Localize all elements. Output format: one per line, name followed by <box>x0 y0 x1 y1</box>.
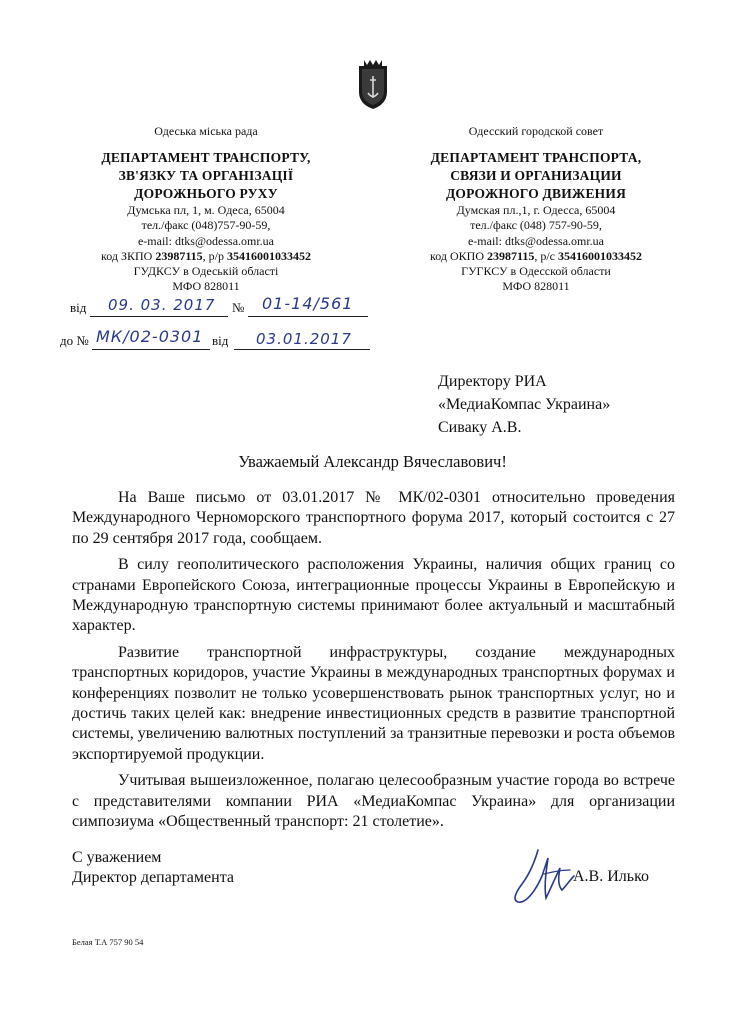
registration-number: 01-14/561 <box>262 294 354 313</box>
closing-line: Директор департамента <box>72 869 234 886</box>
mfo: МФО 828011 <box>172 279 240 294</box>
handwritten-signature-icon <box>508 846 580 906</box>
department-name-line: СВЯЗИ И ОРГАНИЗАЦИИ <box>450 168 622 184</box>
code-prefix: код ОКПО <box>430 248 487 263</box>
registration-date: 09. 03. 2017 <box>108 296 216 314</box>
salutation: Уважаемый Александр Вячеславович! <box>238 452 507 471</box>
recipient-line: Сиваку А.В. <box>438 419 522 436</box>
account-prefix: , р/р <box>202 248 227 263</box>
email: e-mail: dtks@odessa.omr.ua <box>467 233 605 248</box>
treasury: ГУГКСУ в Одесской области <box>461 264 611 279</box>
mfo: МФО 828011 <box>502 279 570 294</box>
code-prefix: код ЗКПО <box>100 248 156 263</box>
letter-body <box>72 488 675 839</box>
paragraph: Учитывая вышеизложенное, полагаю целесообразным участие города во встрече с представителями компании РИА «МедиаКомпас Украина» для организации симпозиума «Общественный транспорт: 21 столетие». <box>72 772 675 831</box>
ref-from-label: від <box>212 333 229 348</box>
bank-codes <box>386 249 686 264</box>
number-label: № <box>232 300 245 315</box>
account-value: 35416001033452 <box>227 248 311 263</box>
treasury: ГУДКСУ в Одеській області <box>133 264 279 279</box>
from-label: від <box>70 300 87 315</box>
department-name-line: ДОРОЖНОГО ДВИЖЕНИЯ <box>445 186 627 202</box>
council-name: Одеська міська рада <box>154 124 258 138</box>
address: Думська пл, 1, м. Одеса, 65004 <box>127 203 285 218</box>
paragraph: На Ваше письмо от 03.01.2017 № МК/02-0301 относительно проведения Международного Черноморского транспортного форума 2017, который состоится с 27 по 29 сентября 2017 года, сообщаем. <box>72 489 675 547</box>
code-value: 23987115 <box>486 248 535 263</box>
ref-label: до № <box>60 333 89 348</box>
department-name-line: ДЕПАРТАМЕНТ ТРАНСПОРТА, <box>430 150 642 166</box>
phone: тел./факс (048) 757-90-59, <box>470 218 602 233</box>
department-name-line: ЗВ'ЯЗКУ ТА ОРГАНІЗАЦІЇ <box>118 168 294 184</box>
address: Думская пл.,1, г. Одесса, 65004 <box>456 203 616 218</box>
closing-line: С уважением <box>72 849 162 866</box>
letterhead-ukrainian <box>56 124 356 294</box>
recipient-line: «МедиаКомпас Украина» <box>438 396 611 413</box>
reference-number: МК/02-0301 <box>96 327 204 346</box>
account-value: 35416001033452 <box>558 248 642 263</box>
phone: тел./факс (048)757-90-59, <box>141 218 271 233</box>
bank-codes <box>56 249 356 264</box>
executor-note: Белая Т.А 757 90 54 <box>72 937 144 947</box>
recipient-line: Директору РИА <box>438 373 547 390</box>
department-name-line: ДЕПАРТАМЕНТ ТРАНСПОРТУ, <box>101 150 311 166</box>
account-prefix: , р/с <box>534 248 558 263</box>
letterhead-russian <box>386 124 686 294</box>
paragraph: В силу геополитического расположения Украины, наличия общих границ со странами Европейского Союза, интеграционные процессы Украины в Европейскую и Международную транспортную системы принимают более актуальный и масштабный характер. <box>72 556 675 635</box>
odesa-coat-of-arms-icon <box>356 58 390 110</box>
council-name: Одесский городской совет <box>468 124 604 138</box>
code-value: 23987115 <box>155 248 203 263</box>
recipient-block <box>438 370 610 439</box>
reference-date: 03.01.2017 <box>256 330 352 348</box>
department-name-line: ДОРОЖНЬОГО РУХУ <box>134 186 278 202</box>
paragraph: Развитие транспортной инфраструктуры, создание международных транспортных коридоров, участие Украины в международных транспортных форумах и конференциях позволит не только усовершенствовать рынок транспортных услуг, но и достичь таких целей как: внедрение инвестиционных средств в развитие транспортной системы, увеличению валютных поступлений за транзитные перевозки и роста объемов экспортируемой продукции. <box>72 643 675 763</box>
signer-name: А.В. Илько <box>573 868 650 885</box>
email: e-mail: dtks@odessa.omr.ua <box>137 233 275 248</box>
closing-block <box>72 848 234 888</box>
